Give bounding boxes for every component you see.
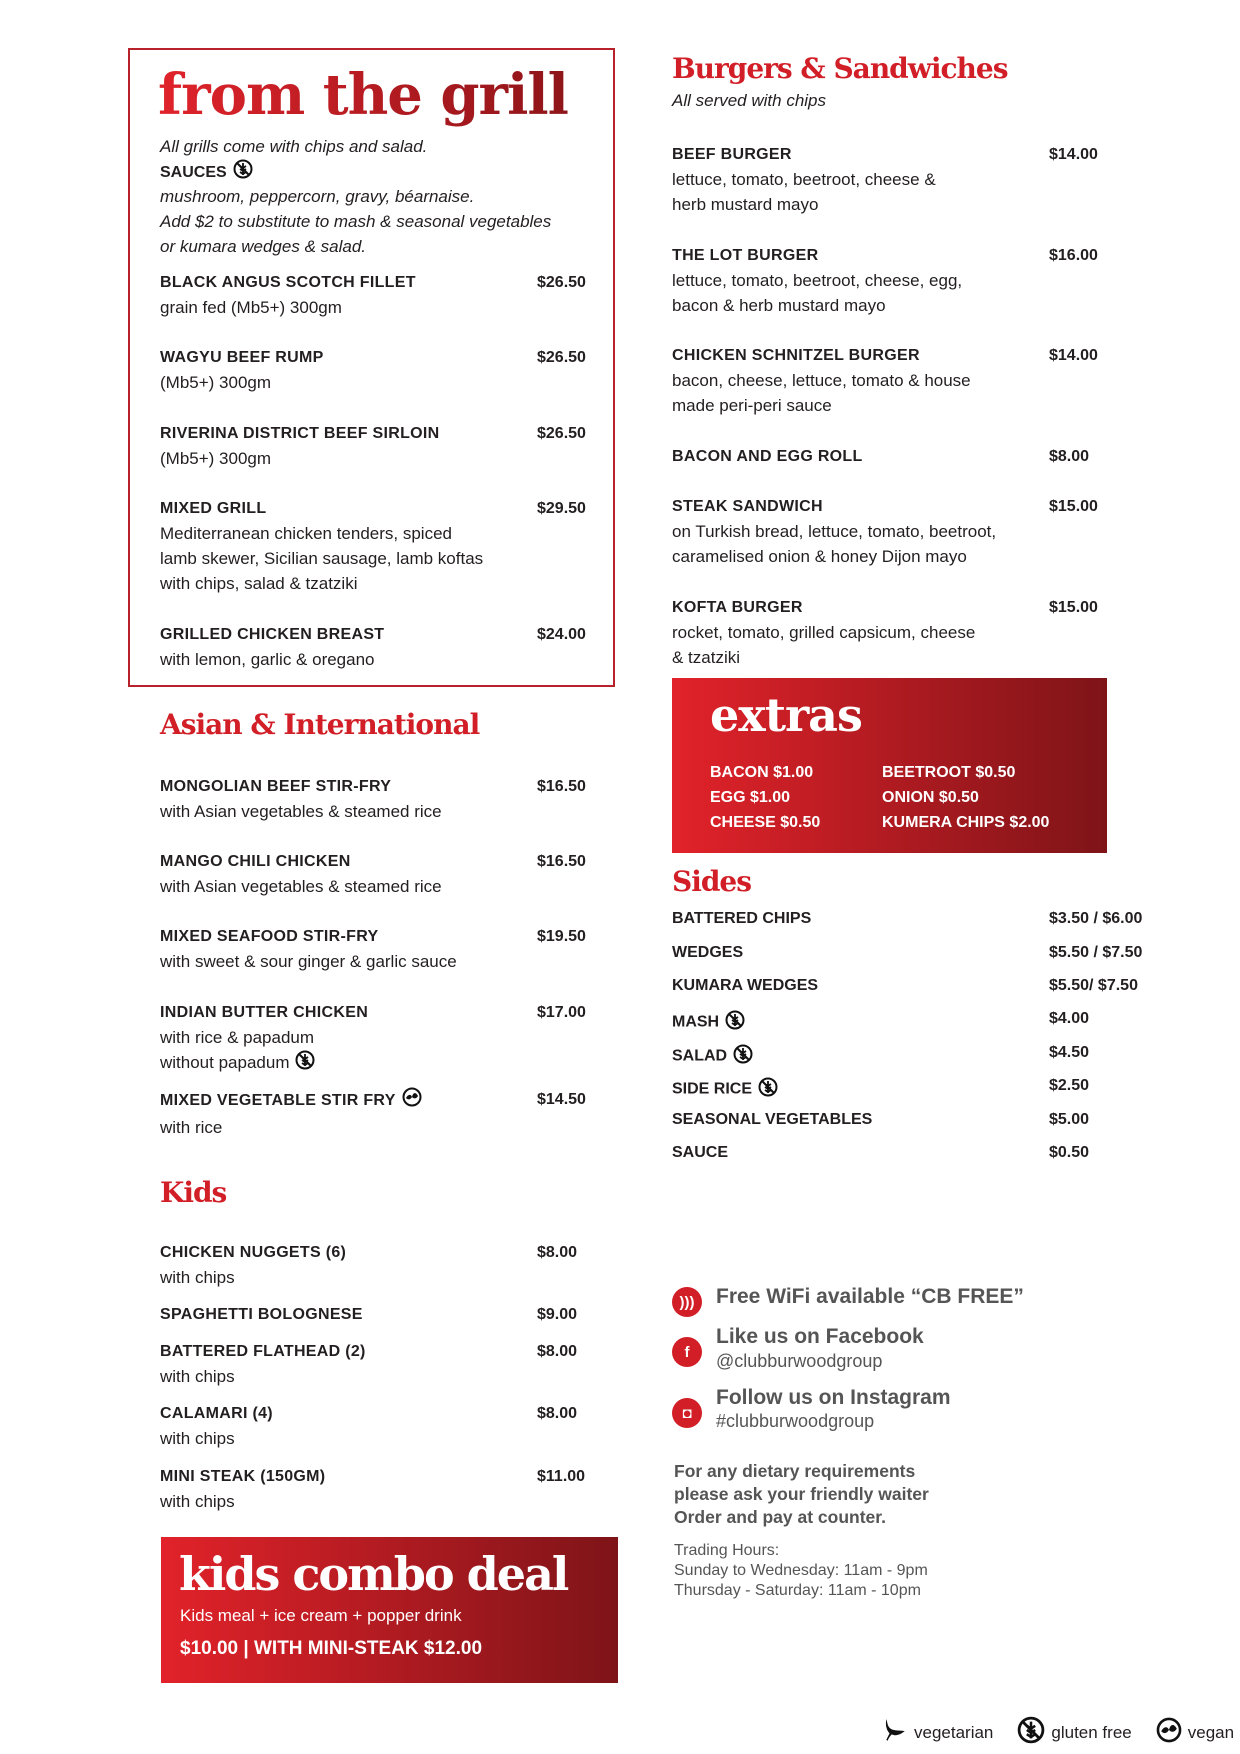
kids-combo-banner: [161, 1537, 618, 1683]
kids-combo-price: $10.00 | WITH MINI-STEAK $12.00: [180, 1638, 483, 1659]
item-description: [160, 546, 627, 571]
item-name-text: KOFTA BURGER: [672, 599, 803, 616]
item-price: $17.00: [537, 1004, 586, 1021]
menu-item: [160, 1302, 627, 1327]
kids-title: Kids: [160, 1176, 227, 1209]
burgers-title: Burgers & Sandwiches: [672, 52, 1008, 85]
menu-item: [160, 345, 627, 395]
item-name-text: CALAMARI (4): [160, 1405, 273, 1422]
item-price: $8.00: [537, 1343, 578, 1360]
item-price: $14.00: [1049, 347, 1098, 364]
menu-item: [160, 849, 627, 899]
side-price: $2.50: [1049, 1077, 1090, 1094]
item-description: [160, 1025, 627, 1050]
item-description-text: with lemon, garlic & oregano: [160, 650, 375, 669]
hours-line: Sunday to Wednesday: 11am - 9pm: [674, 1562, 928, 1579]
side-name: KUMARA WEDGES: [672, 977, 819, 994]
instagram-text: Follow us on Instagram: [716, 1386, 951, 1409]
item-price: $8.00: [537, 1244, 578, 1261]
trading-hours: [674, 1541, 928, 1601]
item-name-text: WAGYU BEEF RUMP: [160, 349, 324, 366]
menu-item: [160, 1464, 627, 1514]
item-description-text: lamb skewer, Sicilian sausage, lamb koftas: [160, 549, 484, 568]
gluten-free-icon: [733, 1044, 753, 1069]
item-price: $19.50: [537, 928, 586, 945]
side-price: $4.50: [1049, 1044, 1090, 1061]
item-description-text: bacon & herb mustard mayo: [672, 296, 886, 315]
menu-item: [672, 343, 1139, 418]
item-description-text: with Asian vegetables & steamed rice: [160, 802, 442, 821]
item-description: [160, 446, 627, 471]
menu-item: [160, 496, 627, 596]
extra-item: ONION $0.50: [882, 789, 979, 806]
item-description-text: & tzatziki: [672, 648, 741, 667]
sauces-label: [160, 159, 253, 187]
side-item: [672, 1044, 1162, 1069]
side-item: [672, 944, 1162, 962]
item-name-text: MINI STEAK (150GM): [160, 1468, 326, 1485]
gluten-free-icon: [758, 1077, 778, 1102]
item-name-text: CHICKEN SCHNITZEL BURGER: [672, 347, 920, 364]
item-description-text: made peri-peri sauce: [672, 396, 832, 415]
extra-item: BACON $1.00: [710, 764, 814, 781]
sauces-line: or kumara wedges & salad.: [160, 237, 366, 256]
legend-vegan: vegan: [1187, 1722, 1235, 1742]
item-description: [672, 544, 1139, 569]
facebook-handle[interactable]: @clubburwoodgroup: [716, 1351, 883, 1371]
dietary-line: Order and pay at counter.: [674, 1507, 886, 1527]
sauces-label-text: SAUCES: [160, 164, 227, 182]
item-description-text: lettuce, tomato, beetroot, cheese, egg,: [672, 271, 963, 290]
side-name: SEASONAL VEGETABLES: [672, 1111, 873, 1128]
burgers-subtitle: All served with chips: [672, 91, 827, 110]
side-name: MASH: [672, 1013, 720, 1031]
item-description: [672, 293, 1139, 318]
item-price: $16.50: [537, 778, 586, 795]
item-description: [672, 268, 1139, 293]
sauces-list: [160, 184, 551, 259]
menu-item: [160, 1000, 627, 1077]
item-description: [160, 1115, 627, 1140]
item-price: $24.00: [537, 626, 586, 643]
item-description: [672, 393, 1139, 418]
side-name: BATTERED CHIPS: [672, 910, 812, 927]
extra-item: BEETROOT $0.50: [882, 764, 1016, 781]
item-name-text: MIXED SEAFOOD STIR-FRY: [160, 928, 379, 945]
item-price: $14.50: [537, 1091, 586, 1108]
grill-intro: All grills come with chips and salad.: [160, 137, 428, 156]
item-name-text: BEEF BURGER: [672, 146, 792, 163]
extra-item: CHEESE $0.50: [710, 814, 821, 831]
item-description-text: with chips: [160, 1492, 235, 1511]
sauces-line: Add $2 to substitute to mash & seasonal vegetables: [160, 212, 552, 231]
legend-gluten-free: gluten free: [1051, 1722, 1132, 1742]
item-price: $14.00: [1049, 146, 1098, 163]
extras-title: extras: [710, 688, 862, 742]
side-name: SALAD: [672, 1047, 728, 1065]
item-description: [160, 647, 627, 672]
item-description-text: without papadum: [160, 1053, 290, 1072]
hours-line: Thursday - Saturday: 11am - 10pm: [674, 1582, 921, 1599]
side-price: $4.00: [1049, 1010, 1090, 1027]
side-item: [672, 977, 1162, 995]
menu-item: [672, 494, 1139, 569]
item-name-text: BLACK ANGUS SCOTCH FILLET: [160, 274, 416, 291]
item-description-text: with chips: [160, 1429, 235, 1448]
item-description: [160, 1489, 627, 1514]
item-description: [160, 521, 627, 546]
item-price: $26.50: [537, 274, 586, 291]
item-description-text: bacon, cheese, lettuce, tomato & house: [672, 371, 971, 390]
wifi-icon: ))): [672, 1287, 702, 1317]
legend-vegetarian: vegetarian: [914, 1722, 994, 1742]
item-name-text: MONGOLIAN BEEF STIR-FRY: [160, 778, 392, 795]
gluten-free-icon: [1017, 1716, 1045, 1749]
asian-title: Asian & International: [160, 708, 480, 741]
item-description-text: on Turkish bread, lettuce, tomato, beetroot,: [672, 522, 997, 541]
item-name-text: MIXED GRILL: [160, 500, 267, 517]
menu-item: [160, 1401, 627, 1451]
item-name-text: MANGO CHILI CHICKEN: [160, 853, 351, 870]
item-price: $8.00: [1049, 448, 1090, 465]
item-description: [160, 949, 627, 974]
side-name: SIDE RICE: [672, 1080, 753, 1098]
extras-col-2: [882, 760, 1049, 835]
item-description: [672, 620, 1139, 645]
item-description-text: with chips, salad & tzatziki: [160, 574, 358, 593]
item-description: [160, 799, 627, 824]
gluten-free-icon: [233, 159, 253, 187]
side-price: $5.50/ $7.50: [1049, 977, 1138, 994]
item-price: $16.50: [537, 853, 586, 870]
wifi-text: Free WiFi available “CB FREE”: [716, 1285, 1024, 1308]
facebook-text: Like us on Facebook: [716, 1325, 924, 1348]
item-price: $15.00: [1049, 599, 1098, 616]
item-name-text: CHICKEN NUGGETS (6): [160, 1244, 347, 1261]
item-description: [160, 1364, 627, 1389]
item-name-text: SPAGHETTI BOLOGNESE: [160, 1306, 363, 1323]
item-price: $11.00: [537, 1468, 586, 1485]
item-description: [672, 519, 1139, 544]
menu-item: [160, 774, 627, 824]
menu-item: [672, 142, 1139, 217]
item-description: [160, 571, 627, 596]
hours-line: Trading Hours:: [674, 1542, 780, 1559]
vegan-icon: [1156, 1717, 1182, 1748]
side-item: [672, 1010, 1162, 1035]
item-description: [672, 368, 1139, 393]
sauces-line: mushroom, peppercorn, gravy, béarnaise.: [160, 187, 475, 206]
item-price: $15.00: [1049, 498, 1098, 515]
kids-combo-title: kids combo deal: [179, 1547, 568, 1601]
gluten-free-icon: [295, 1050, 315, 1077]
dietary-line: For any dietary requirements: [674, 1461, 916, 1481]
side-item: [672, 1111, 1162, 1129]
item-price: $26.50: [537, 349, 586, 366]
item-description-text: with Asian vegetables & steamed rice: [160, 877, 442, 896]
dietary-line: please ask your friendly waiter: [674, 1484, 929, 1504]
menu-item: [160, 270, 627, 320]
menu-item: [160, 924, 627, 974]
facebook-icon[interactable]: f: [672, 1337, 702, 1367]
item-description-text: lettuce, tomato, beetroot, cheese &: [672, 170, 936, 189]
dietary-legend: [882, 1716, 1234, 1749]
instagram-icon[interactable]: ◘: [672, 1398, 702, 1428]
item-name-text: INDIAN BUTTER CHICKEN: [160, 1004, 369, 1021]
item-name-text: BATTERED FLATHEAD (2): [160, 1343, 366, 1360]
kids-combo-subtitle: Kids meal + ice cream + popper drink: [180, 1606, 462, 1625]
instagram-handle[interactable]: #clubburwoodgroup: [716, 1411, 875, 1431]
item-name-text: THE LOT BURGER: [672, 247, 819, 264]
item-description-text: (Mb5+) 300gm: [160, 449, 272, 468]
item-name-text: GRILLED CHICKEN BREAST: [160, 626, 385, 643]
item-description-text: with rice & papadum: [160, 1028, 315, 1047]
side-price: $3.50 / $6.00: [1049, 910, 1143, 927]
item-price: $26.50: [537, 425, 586, 442]
item-description-text: rocket, tomato, grilled capsicum, cheese: [672, 623, 976, 642]
item-description: [160, 1265, 627, 1290]
side-item: [672, 910, 1162, 928]
item-description-text: Mediterranean chicken tenders, spiced: [160, 524, 452, 543]
menu-item: [672, 595, 1139, 670]
item-name-text: BACON AND EGG ROLL: [672, 448, 863, 465]
menu-item: [160, 1339, 627, 1389]
item-name-text: STEAK SANDWICH: [672, 498, 823, 515]
item-description: [160, 874, 627, 899]
side-price: $5.50 / $7.50: [1049, 944, 1143, 961]
item-price: $29.50: [537, 500, 586, 517]
side-item: [672, 1144, 1162, 1162]
item-description: [160, 1426, 627, 1451]
dietary-note: [674, 1460, 929, 1529]
item-description-text: (Mb5+) 300gm: [160, 373, 272, 392]
extras-banner: [672, 678, 1107, 853]
item-description-text: herb mustard mayo: [672, 195, 819, 214]
menu-item: [160, 1240, 627, 1290]
vegan-icon: [402, 1087, 422, 1115]
side-item: [672, 1077, 1162, 1102]
menu-item: [160, 622, 627, 672]
item-name-text: MIXED VEGETABLE STIR FRY: [160, 1092, 396, 1110]
sides-title: Sides: [672, 865, 752, 898]
item-description: [160, 1050, 627, 1077]
item-description-text: with sweet & sour ginger & garlic sauce: [160, 952, 457, 971]
extras-col-1: [710, 760, 820, 835]
item-price: $9.00: [537, 1306, 578, 1323]
gluten-free-icon: [725, 1010, 745, 1035]
item-description-text: caramelised onion & honey Dijon mayo: [672, 547, 967, 566]
grill-title: from the grill: [158, 62, 568, 128]
menu-item: [160, 1087, 627, 1140]
vegetarian-icon: [882, 1717, 908, 1748]
item-description: [160, 370, 627, 395]
menu-item: [160, 421, 627, 471]
side-name: WEDGES: [672, 944, 744, 961]
item-description-text: with chips: [160, 1268, 235, 1287]
side-price: $0.50: [1049, 1144, 1090, 1161]
item-description-text: with chips: [160, 1367, 235, 1386]
item-description-text: grain fed (Mb5+) 300gm: [160, 298, 342, 317]
side-price: $5.00: [1049, 1111, 1090, 1128]
item-description: [672, 645, 1139, 670]
item-description: [672, 167, 1139, 192]
menu-item: [672, 243, 1139, 318]
item-description: [672, 192, 1139, 217]
item-price: $16.00: [1049, 247, 1098, 264]
item-price: $8.00: [537, 1405, 578, 1422]
item-name-text: RIVERINA DISTRICT BEEF SIRLOIN: [160, 425, 440, 442]
side-name: SAUCE: [672, 1144, 729, 1161]
extra-item: KUMERA CHIPS $2.00: [882, 814, 1050, 831]
menu-item: [672, 444, 1139, 469]
extra-item: EGG $1.00: [710, 789, 791, 806]
item-description-text: with rice: [160, 1118, 223, 1137]
item-description: [160, 295, 627, 320]
